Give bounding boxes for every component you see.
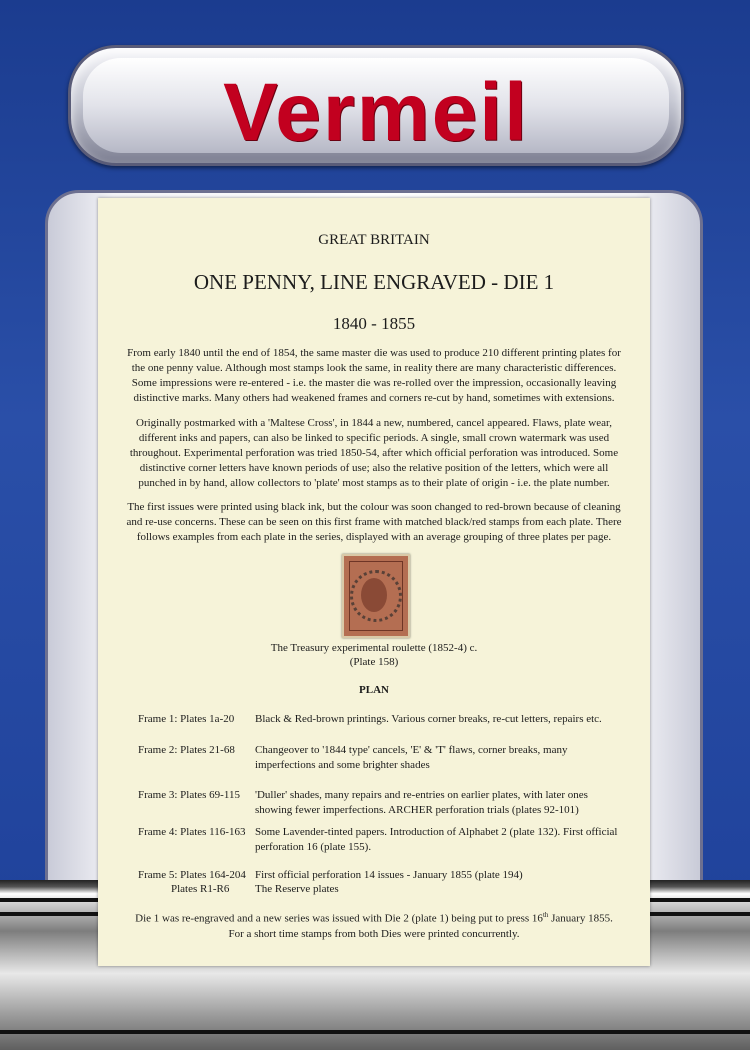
plan-frame-label: Frame 5: Plates 164-204 (138, 869, 246, 881)
footer-line-1 (112, 908, 636, 927)
plan-frame-label: Frame 3: Plates 69-115 (138, 789, 240, 801)
plan-frame-desc: The Reserve plates (255, 883, 339, 895)
award-banner-inner (83, 58, 669, 158)
footer-text: January 1855. (548, 912, 613, 925)
plan-frame-desc: Changeover to '1844 type' cancels, 'E' & 'T' flaws, corner breaks, many imperfections and some brighter shades (255, 744, 568, 771)
plan-frame-desc: Black & Red-brown printings. Various corner breaks, re-cut letters, repairs etc. (255, 713, 602, 725)
stamp-caption: The Treasury experimental roulette (1852-4) c. (270, 642, 478, 654)
page-title: ONE PENNY, LINE ENGRAVED - DIE 1 (193, 270, 555, 294)
bottom-divider-line (0, 1030, 750, 1034)
stamp-plate: (Plate 158) (349, 656, 399, 668)
page-years: 1840 - 1855 (332, 314, 416, 333)
intro-paragraph: Originally postmarked with a 'Maltese Cross', in 1844 a new, numbered, cancel appeared. Flaws, plate wear, different inks and papers, can also be linked to specific periods. A single, small crown watermark was used throughout. Experimental perforation was tried 1850-54, after which official perforation was introduced. Some distinctive corner letters have known periods of use; also the relative position of the letters, which were all punched in by hand, allow collectors to 'plate' most stamps as to their plate of origin - i.e. the plate number. (129, 417, 619, 489)
plan-frame-label: Plates R1-R6 (138, 883, 230, 895)
plan-frame-label: Frame 4: Plates 116-163 (138, 826, 246, 838)
plan-frame-desc: Some Lavender-tinted papers. Introduction of Alphabet 2 (plate 132). First official perforation 16 (plate 155). (255, 826, 618, 853)
plan-frame-desc: First official perforation 14 issues - January 1855 (plate 194) (255, 869, 523, 881)
plan-title: PLAN (359, 684, 389, 696)
plan-frame-label: Frame 2: Plates 21-68 (138, 744, 235, 756)
cancel-mark (350, 570, 402, 622)
page-country: GREAT BRITAIN (318, 232, 430, 248)
footer-superscript: th (542, 911, 549, 919)
exhibit-page (98, 198, 650, 966)
plan-frame-label: Frame 1: Plates 1a-20 (138, 713, 235, 725)
intro-paragraph: From early 1840 until the end of 1854, the same master die was used to produce 210 different printing plates for the one penny value. Although most stamps look the same, in reality there are many characteristic differences. Some impressions were re-entered - i.e. the master die was re-rolled over the impression, occasionally leaving distinctive marks. Many others had weakened frames and corners re-cut by hand, sometimes with extensions. (127, 347, 621, 404)
footer-text: Die 1 was re-engraved and a new series was issued with Die 2 (plate 1) being put to press 16 (135, 912, 543, 925)
page-footer (112, 908, 636, 942)
plan-frame-desc: 'Duller' shades, many repairs and re-entries on earlier plates, with later ones showing fewer imperfections. ARCHER perforation trials (plates 92-101) (255, 789, 588, 816)
award-title: Vermeil (223, 67, 529, 158)
footer-line-2: For a short time stamps from both Dies were printed concurrently. (228, 927, 520, 940)
award-banner (68, 45, 684, 166)
intro-paragraph: The first issues were printed using black ink, but the colour was soon changed to red-brown because of cleaning and re-use concerns. These can be seen on this first frame with matched black/red stamps from each plate. There follows examples from each plate in the series, displayed with an average grouping of three plates per page. (126, 501, 622, 543)
penny-red-stamp (342, 554, 410, 638)
